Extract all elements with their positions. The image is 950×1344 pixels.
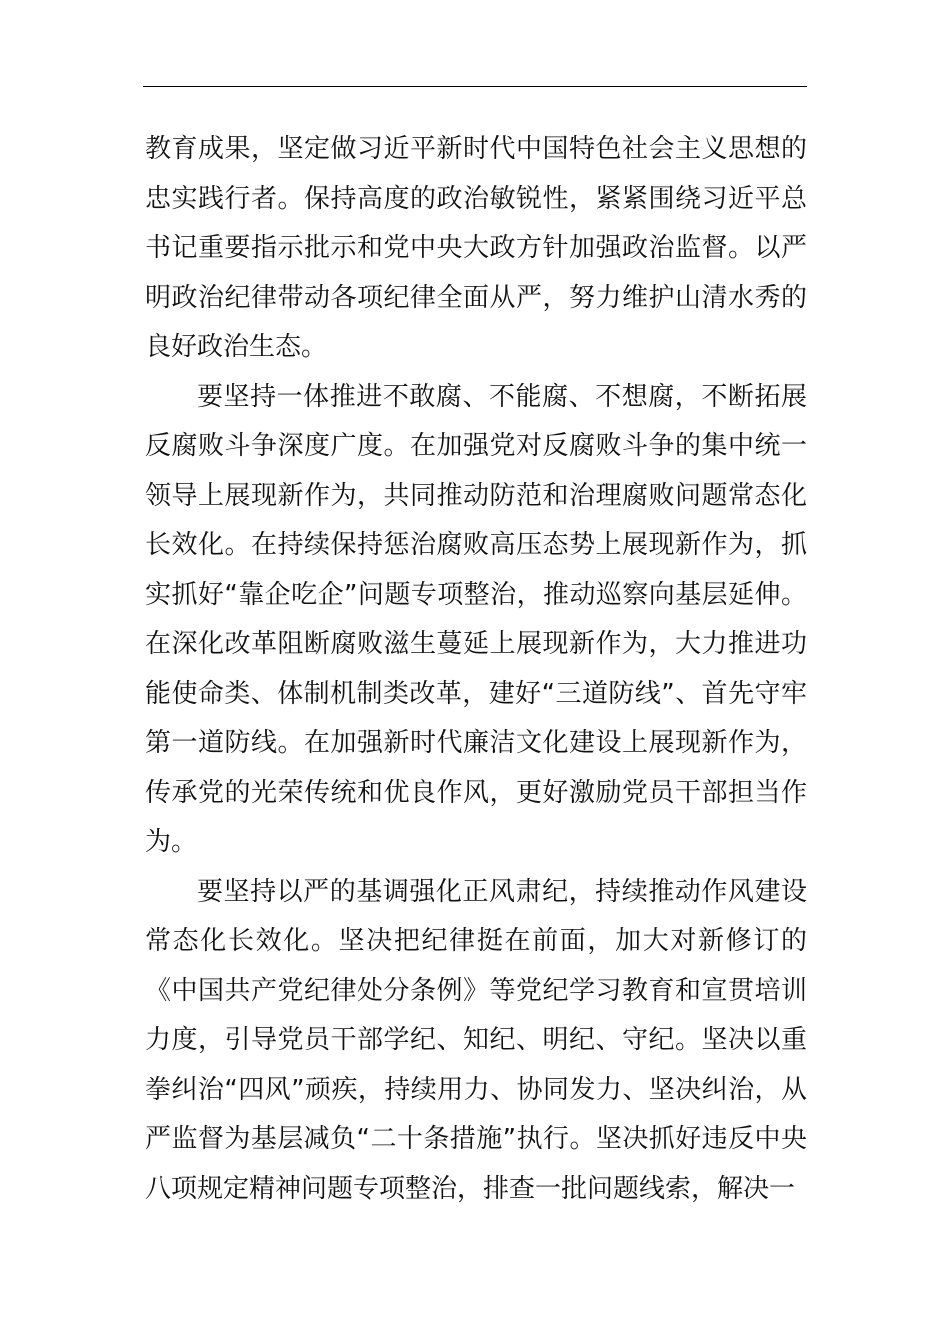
paragraph-anti-corruption: 要坚持一体推进不敢腐、不能腐、不想腐，不断拓展反腐败斗争深度广度。在加强党对反腐败斗争的集中统一领导上展现新作为，共同推动防范和治理腐败问题常态化长效化。在持续保持惩治腐败高压态势上展现新作为，抓实抓好“靠企吃企”问题专项整治，推动巡察向基层延伸。在深化改革阻断腐败滋生蔓延上展现新作为，大力推进功能使命类、体制机制类改革，建好“三道防线”、首先守牢第一道防线。在加强新时代廉洁文化建设上展现新作为，传承党的光荣传统和优良作风，更好激励党员干部担当作为。 xyxy=(145,381,807,857)
body-text xyxy=(145,125,807,1214)
paragraph-discipline: 要坚持以严的基调强化正风肃纪，持续推动作风建设常态化长效化。坚决把纪律挺在前面，加大对新修订的《中国共产党纪律处分条例》等党纪学习教育和宣贯培训力度，引导党员干部学纪、知纪、明纪、守纪。坚决以重拳纠治“四风”顽疾，持续用力、协同发力、坚决纠治，从严监督为基层减负“二十条措施”执行。坚决抓好违反中央八项规定精神问题专项整治，排查一批问题线索，解决一 xyxy=(145,876,807,1204)
header-rule xyxy=(143,86,807,87)
paragraph-continuation: 教育成果，坚定做习近平新时代中国特色社会主义思想的忠实践行者。保持高度的政治敏锐性，紧紧围绕习近平总书记重要指示批示和党中央大政方针加强政治监督。以严明政治纪律带动各项纪律全面从严，努力维护山清水秀的良好政治生态。 xyxy=(145,134,807,362)
